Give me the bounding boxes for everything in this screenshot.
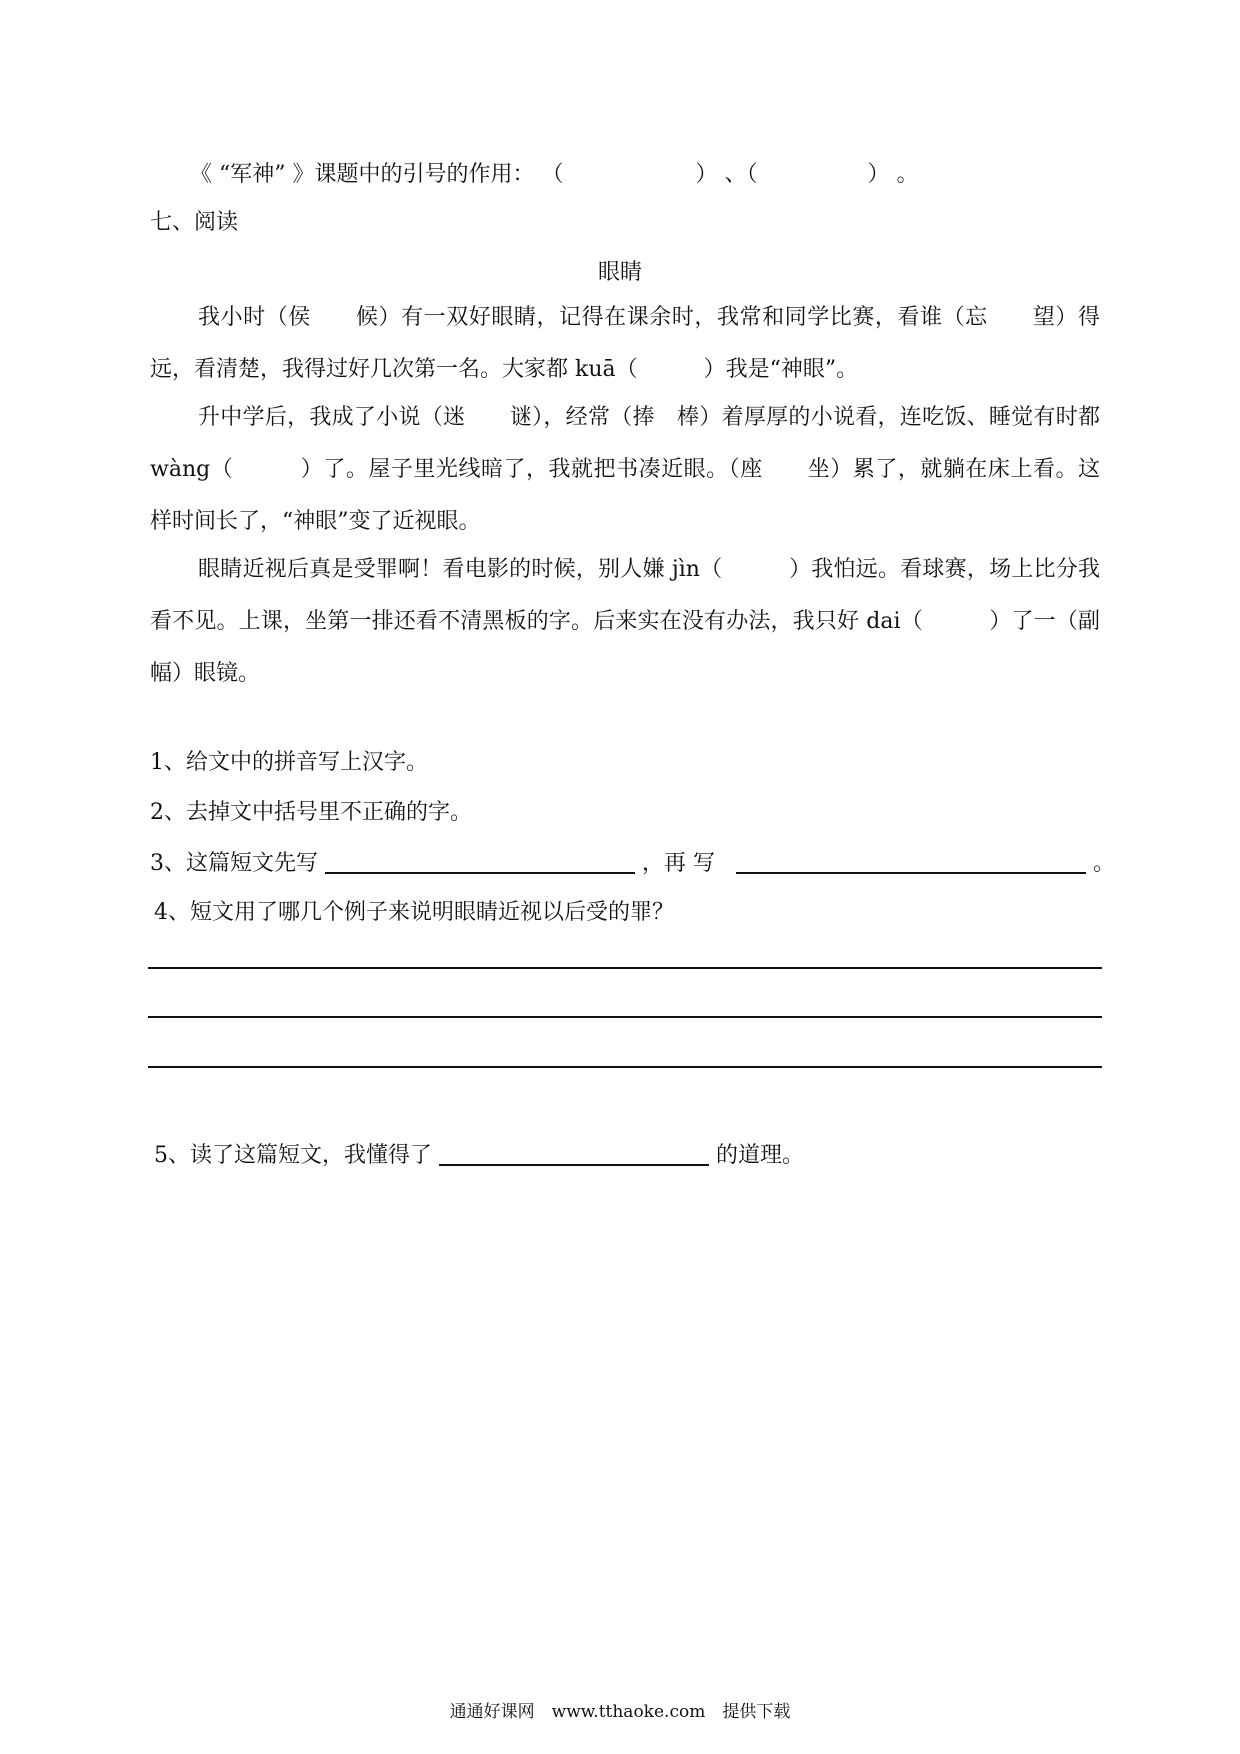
passage-paragraph-1: 我小时（侯 候）有一双好眼睛，记得在课余时，我常和同学比赛，看谁（忘 望）得远，看清楚，我得过好几次第一名。大家都 kuā（ ）我是“神眼”。 <box>150 305 1100 382</box>
question-3 <box>150 848 1115 879</box>
passage-paragraph-3: 眼睛近视后真是受罪啊！看电影的时候，别人嫌 jìn（ ）我怕远。看球赛，场上比分我看不见。上课，坐第一排还看不清黑板的字。后来实在没有办法，我只好 dai（ ）了一（副 幅）眼镜。 <box>150 557 1145 686</box>
question-5-prefix: 5、读了这篇短文，我懂得了 <box>154 1143 432 1168</box>
answer-blank-q5[interactable] <box>439 1140 709 1166</box>
question-5 <box>154 1140 804 1171</box>
section-heading: 七、阅读 <box>150 210 239 235</box>
question-1: 1、给文中的拼音写上汉字。 <box>150 750 428 775</box>
answer-line-q4-1[interactable] <box>148 967 1102 969</box>
question-3-prefix: 3、这篇短文先写 <box>150 851 318 876</box>
question-3-middle: ，再 写 <box>642 851 715 876</box>
page-footer: 通通好课网 www.tthaoke.com 提供下载 <box>449 1702 791 1722</box>
answer-blank-q3-second[interactable] <box>736 848 1086 874</box>
question-3-suffix: 。 <box>1093 851 1116 876</box>
q6-quote-question: 《 “军神” 》课题中的引号的作用： （ ） 、（ ） 。 <box>190 162 919 187</box>
question-4: 4、短文用了哪几个例子来说明眼睛近视以后受的罪？ <box>154 900 674 925</box>
passage-paragraph-2: 升中学后，我成了小说（迷 谜），经常（捧 棒）着厚厚的小说看，连吃饭、睡觉有时都 wàng（ ）了。屋子里光线暗了，我就把书凑近眼。（座 坐）累了，就躺在床上看。这样时间长了，“神眼”变了近视眼。 <box>150 405 1100 534</box>
question-2: 2、去掉文中括号里不正确的字。 <box>150 800 472 825</box>
answer-blank-q3-first[interactable] <box>325 848 635 874</box>
answer-line-q4-3[interactable] <box>148 1066 1102 1068</box>
answer-line-q4-2[interactable] <box>148 1016 1102 1018</box>
passage-title: 眼睛 <box>597 260 642 285</box>
question-5-suffix: 的道理。 <box>716 1143 805 1168</box>
